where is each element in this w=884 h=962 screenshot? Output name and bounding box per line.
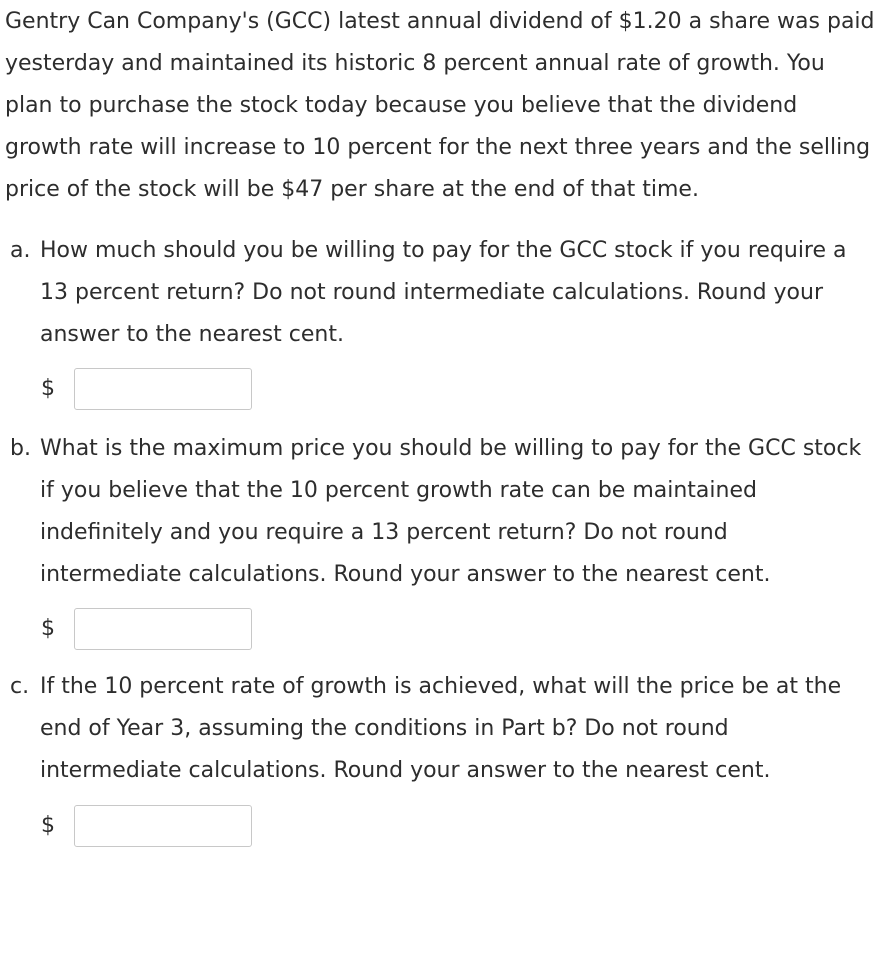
answer-c-row	[40, 803, 874, 849]
question-a-text: How much should you be willing to pay for the GCC stock if you require a 13 percent return? Do not round intermediate calculations. Round your answer to the nearest cent.	[40, 238, 847, 347]
currency-symbol-c: $	[41, 813, 55, 838]
currency-symbol-b: $	[41, 616, 55, 641]
currency-symbol-a: $	[41, 376, 55, 401]
answer-a-input[interactable]	[74, 368, 252, 410]
question-a-marker: a.	[10, 238, 31, 263]
question-b-text: What is the maximum price you should be willing to pay for the GCC stock if you believe that the 10 percent growth rate can be maintained indefinitely and you require a 13 percent return? Do not round intermediate calculations. Round your answer to the nearest cent.	[40, 436, 862, 587]
question-c-marker: c.	[10, 674, 30, 699]
answer-a-row	[40, 366, 874, 412]
question-list	[5, 230, 874, 849]
answer-c-input[interactable]	[74, 805, 252, 847]
question-c-text: If the 10 percent rate of growth is achieved, what will the price be at the end of Year 3, assuming the conditions in Part b? Do not round intermediate calculations. Round your answer to the nearest cent.	[40, 674, 842, 783]
question-c	[5, 666, 874, 849]
question-a	[5, 230, 874, 412]
answer-b-input[interactable]	[74, 608, 252, 650]
problem-statement: Gentry Can Company's (GCC) latest annual dividend of $1.20 a share was paid yesterday and maintained its historic 8 percent annual rate of growth. You plan to purchase the stock today because you believe that the dividend growth rate will increase to 10 percent for the next three years and the selling price of the stock will be $47 per share at the end of that time.	[5, 9, 875, 202]
question-b	[5, 428, 874, 652]
answer-b-row	[40, 606, 874, 652]
question-b-marker: b.	[10, 436, 31, 461]
